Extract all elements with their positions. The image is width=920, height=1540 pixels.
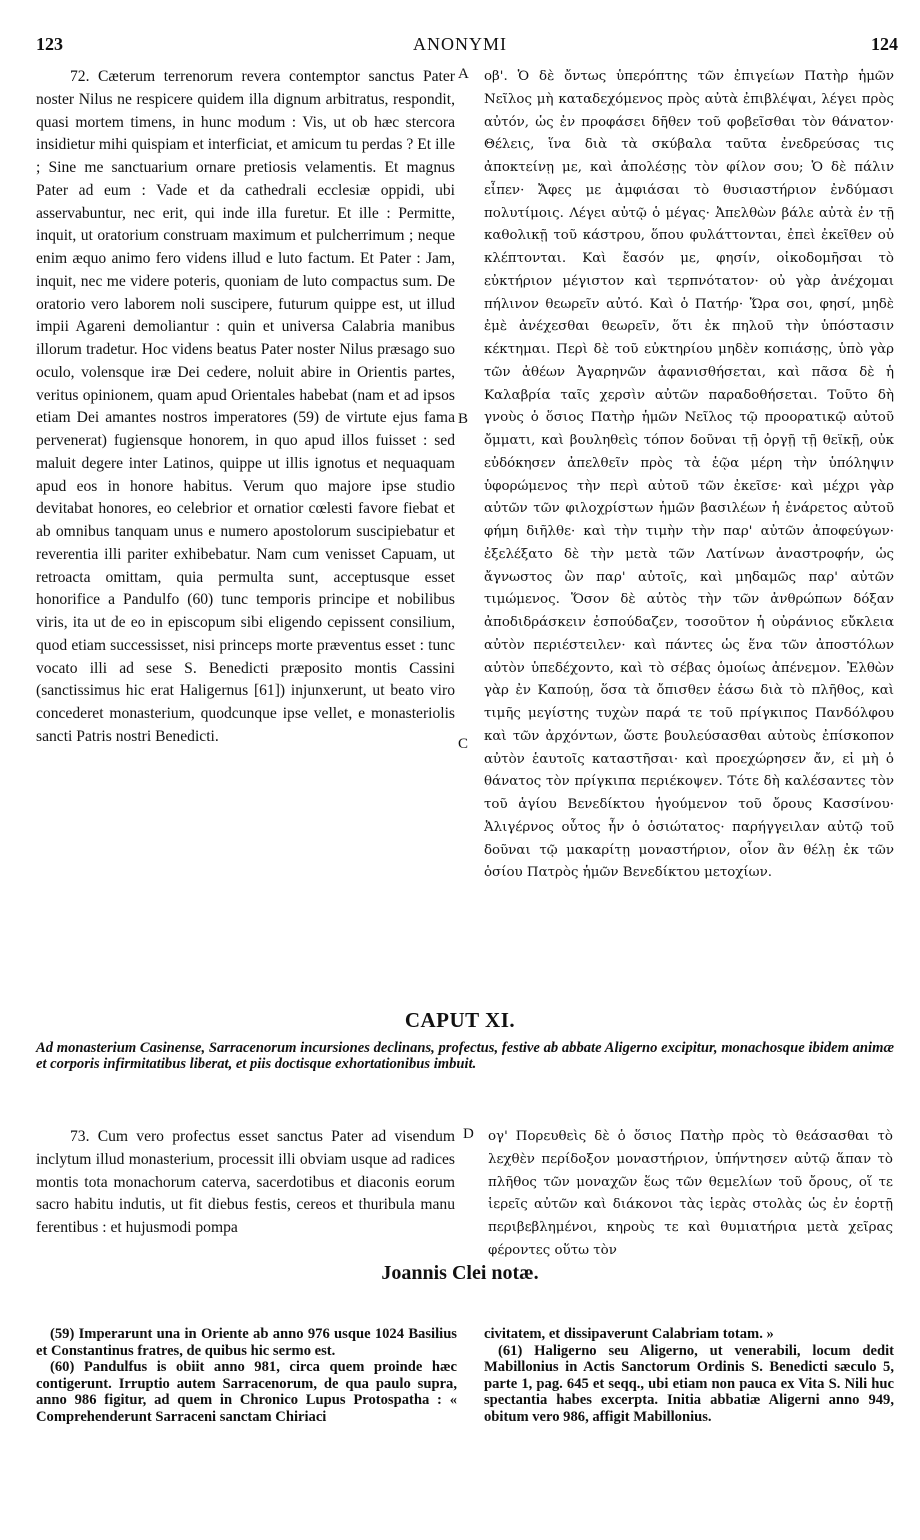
running-header (0, 34, 920, 58)
latin-column-73 (36, 1126, 455, 1240)
greek-paragraph-73: ογ' Πορευθεὶς δὲ ὁ ὅσιος Πατὴρ πρὸς τὸ θεάσασθαι τὸ λεχθὲν περίδοξον μοναστήριον, ὑπήντησεν αὐτῷ ἅπαν τὸ πλῆθος τῶν μοναχῶν ἕως τῶν θεμελίων τοῦ ὄρους, οἵ τε ἱερεῖς αὐτῶν καὶ διάκονοι τὰς ἱερὰς στολὰς ὡς ἐν ἑορτῇ περιβεβλημένοι, κηροὺς τε καὶ θυμιατήρια μετὰ χεῖρας φέροντες οὕτω τὸν (488, 1129, 893, 1258)
notes-title: Joannis Clei notæ. (381, 1262, 539, 1284)
greek-column-73 (488, 1126, 893, 1263)
margin-marker-c: C (458, 736, 469, 752)
note-60: (60) Pandulfus is obiit anno 981, circa quem proinde hæc contigerunt. Irruptio autem Sarracenorum, de qua paulo supra, anno 986 figitur, ad quem in Chronico Lupus Protospatha : « Comprehenderunt Sarraceni sanctam Chiriaci (36, 1359, 457, 1425)
note-59: (59) Imperarunt una in Oriente ab anno 976 usque 1024 Basilius et Constantinus fratres, de quibus hic sermo est. (36, 1326, 457, 1359)
note-61: (61) Haligerno seu Aligerno, ut venerabili, locum dedit Mabillonius in Actis Sanctorum Ordinis S. Benedicti sæculo 5, parte 1, pag. 645 et seqq., ubi etiam non pauca ex Vita S. Nili huc spectantia habes excerpta. Initia abbatiæ Aligerni anno 949, obitum vero 986, affigit Mabillonius. (484, 1342, 894, 1425)
chapter-title: CAPUT XI. (404, 1008, 516, 1032)
chapter-summary: Ad monasterium Casinense, Sarracenorum incursiones declinans, profectus, festive ab abbate Aligerno excipitur, monachosque ibidem animæ et corporis infirmitatibus liberat, et piis doctisque exhortationibus imbuit. (36, 1040, 894, 1072)
page-number-right: 124 (871, 34, 898, 54)
greek-column-72 (484, 66, 894, 885)
latin-paragraph-72: 72. Cæterum terrenorum revera contemptor sanctus Pater noster Nilus ne respicere quidem illa dignum arbitratus, respondit, quasi mortem timens, in hunc modum : Vis, ut ob hæc stercora insidietur mihi quispiam et interficiat, et amicum tu perdas ? Et ille ; Sine me sanctuarium ornare pretiosis velamentis. Et magnus Pater ad eum : Vade et da cathedrali ecclesiæ oppidi, ubi asservabuntur, nec erit, qui inde illa furetur. Et ille : Permitte, inquit, ut oratorium construam maximum et pulcherrimum ; neque enim æquo animo fero videns illud e luto factum. Et Pater : Jam, inquit, nec me videre poteris, quoniam de luto compactus sum. De oratorio vero laborem noli suscipere, futurum quippe est, ut illud impii Agareni demoliantur : quin et universa Calabria manibus illorum tradetur. Hoc videns beatus Pater noster Nilus præsago suo oculo, volensque iræ Dei cedere, noluit abire in Orientis partes, veritus opinionem, quam apud Orientales habebat (nam et ad ipsos etiam Dei amantes nostros imperatores (59) de virtute ejus fama pervenerat) fugiensque honorem, in quo apud illos fuisset : sed maluit degere inter Latinos, quippe ut illis ignotus et nequaquam apud eos in honore habitus. Verum quo majore ipse studio devitabat honores, eo celebrior et ornatior cœlesti favore fiebat et ab omnibus tanquam unus e numero apostolorum suscipiebatur et reverentia illi pariter exhibebatur. Nam cum venisset Capuam, ut retroacta omittam, quia permulta sunt, acceptusque esset honorifice a Pandulfo (60) tunc temporis principe et nobilibus viris, ita ut de eo in episcopum sibi eligendo cepissent consilium, quod etiam successisset, nisi princeps morte præventus esset : tunc vocato illi ad sese S. Benedicti præposito montis Cassini (sanctissimus hic erat Haligernus [61]) injunxerunt, ut beato viro concederet monasterium, quodcunque ipse vellet, e monasteriolis sancti Patris nostri Benedicti. (36, 68, 455, 745)
latin-paragraph-73: 73. Cum vero profectus esset sanctus Pater ad visendum inclytum illud monasterium, processit illi obviam usque ad radices montis tota monachorum caterva, sacerdotibus et diaconis eorum sacro habitu indutis, ut fit diebus festis, cereos et thuribula manu ferentibus : et hujusmodi pompa (36, 1128, 455, 1236)
notes-right-column (484, 1326, 894, 1426)
greek-paragraph-72: οβ'. Ὁ δὲ ὄντως ὑπερόπτης τῶν ἐπιγείων Πατὴρ ἡμῶν Νεῖλος μὴ καταδεχόμενος πρὸς αὐτὰ ἐπιβλέψαι, λέγει πρὸς αὐτόν, ὡς ἐν προφάσει δῆθεν τοῦ φοβεῖσθαι τὸν θάνατον· Θέλεις, ἵνα διὰ τὰ σκύβαλα ταῦτα ἐνεδρεύσας τις ἀποκτείνῃ με, καὶ ἀπολέσῃς τὸν φίλον σου; Ὁ δὲ πάλιν εἶπεν· Ἄφες με ἀμφιάσαι τὸ θυσιαστήριον ἐνδύμασι πολυτίμοις. Λέγει αὐτῷ ὁ μέγας· Ἀπελθὼν βάλε αὐτὰ ἐν τῇ καθολικῇ τοῦ κάστρου, ὅπου φυλάττονται, ἐπεὶ ἐκεῖθεν οὐ κλέπτονται. Καὶ ἔασόν με, φησίν, οἰκοδομῆσαι τὸ εὐκτήριον μέγιστον καὶ τερπνότατον· οὐ γὰρ ἀνέχομαι πήλινον θεωρεῖν αὐτό. Καὶ ὁ Πατήρ· Ὥρα σοι, φησί, μηδὲ ἐμὲ ἀνέχεσθαι θεωρεῖν, ὅτι ἐκ πηλοῦ τὴν ὑπόστασιν κέκτημαι. Περὶ δὲ τοῦ εὐκτηρίου μηδὲν κοπιάσῃς, ὑπὸ γὰρ τῶν ἀθέων Ἀγαρηνῶν ἀφανισθήσεται, καὶ πᾶσα δὲ ἡ Καλαβρία ταῖς χερσὶν αὐτῶν παραδοθήσεται. Τοῦτο δὴ γνοὺς ὁ ὅσιος Πατὴρ ἡμῶν Νεῖλος τῷ προορατικῷ αὐτοῦ ὄμματι, καὶ βουληθεὶς τόπον δοῦναι τῇ ὀργῇ τῇ θεϊκῇ, οὐκ εὐδόκησεν ἀπελθεῖν πρὸς τὰ ἑῷα μέρη τὴν ὑπόληψιν ὑφορώμενος τὴν περὶ αὐτοῦ τῶν ἐκεῖσε· καὶ μέχρι γὰρ αὐτῶν τῶν φιλοχρίστων ἡμῶν βασιλέων ἡ ἐνάρετος αὐτοῦ φήμη διῆλθε· καὶ τὴν τιμὴν τὴν παρ' αὐτῶν ἀποφεύγων· ἐξελέξατο δὲ τὴν μετὰ τῶν Λατίνων ἀναστροφήν, ὡς ἄγνωστος ὢν παρ' αὐτοῖς, καὶ μηδαμῶς παρ' αὐτῶν τιμώμενος. Ὅσον δὲ αὐτὸς τὴν τῶν ἀνθρώπων δόξαν ἀποδιδράσκειν ἐσπούδαζεν, τοσοῦτον ἡ οὐράνιος εὔκλεια αὐτὸν περιέστειλεν· καὶ πάντες ὡς ἕνα τῶν ἀποστόλων αὐτὸν ὑπεδέχοντο, καὶ τὸ σέβας ὁμοίως ἀπένεμον. Ἐλθὼν γὰρ ἐν Καπούῃ, ὅσα τὰ ὄπισθεν ἐάσω διὰ τὸ πλῆθος, καὶ τιμῆς μεγίστης τυχὼν παρά τε τοῦ πρίγκιπος Πανδόλφου καὶ τῶν ἀρχόντων, ὥστε βουλεύσασθαι αὐτοὺς ἐπίσκοπον αὐτὸν ἑαυτοῖς καταστῆσαι· καὶ προεχώρησεν ἄν, εἰ μὴ ὁ θάνατος τὸν πρίγκιπα περιέκοψεν. Τότε δὴ καλέσαντες τὸν τοῦ ἁγίου Βενεδίκτου ἡγούμενον τοῦ ὄρους Κασσίνου· Ἀλιγέρνος οὗτος ἦν ὁ ὁσιώτατος· παρήγγειλαν αὐτῷ τοῦ δοῦναι τῷ μακαρίτῃ μοναστήριον, οἷον ἂν θέλῃ ἐκ τῶν ὁσίου Πατρὸς ἡμῶν Βενεδίκτου μετοχίων. (484, 69, 894, 881)
running-title: ANONYMI (413, 34, 507, 54)
note-60-continuation: civitatem, et dissipaverunt Calabriam totam. » (484, 1326, 774, 1342)
margin-marker-a: A (458, 66, 469, 82)
latin-column-72 (36, 66, 455, 749)
margin-marker-b: B (458, 411, 469, 427)
notes-left-column (36, 1326, 457, 1426)
margin-marker-d: D (463, 1126, 474, 1142)
page-number-left: 123 (36, 34, 63, 54)
